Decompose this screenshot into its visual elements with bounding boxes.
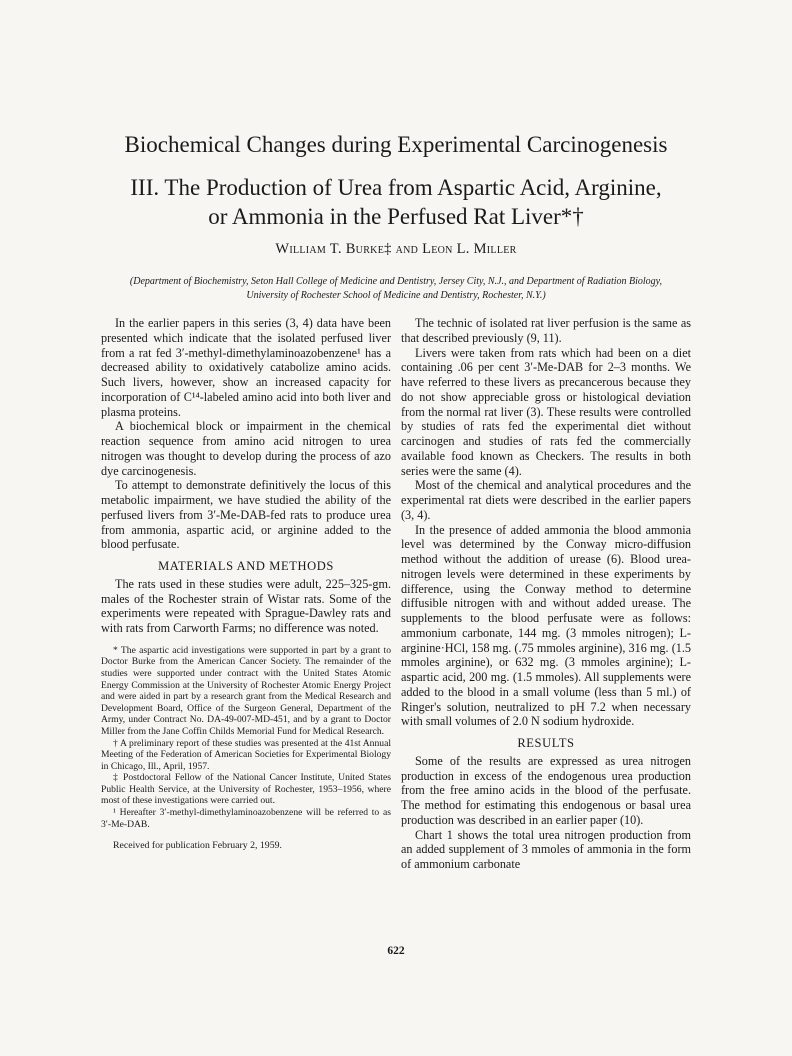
paragraph: Chart 1 shows the total urea nitrogen production from an added supplement of 3 mmoles of ammonia in the form of ammonium carbonate [401, 827, 691, 871]
paragraph: The technic of isolated rat liver perfusion is the same as that described previously (9, 11). [401, 316, 691, 345]
footnote: ¹ Hereafter 3′-methyl-dimethylaminoazobenzene will be referred to as 3′-Me-DAB. [101, 807, 391, 830]
section-heading-methods: MATERIALS AND METHODS [158, 559, 334, 573]
authors: William T. Burke‡ and Leon L. Miller [275, 241, 517, 257]
section-heading-results: RESULTS [517, 736, 575, 750]
paragraph: Livers were taken from rats which had been on a diet containing .06 per cent 3′-Me-DAB for 2–3 months. We have referred to these livers as precancerous because they do not show appreciable gross or histological deviation from the normal rat liver (3). These results were controlled by studies of rats fed the experimental diet without carcinogen and studies of rats fed the commercially available food known as Checkers. The results in both series were the same (4). [401, 345, 691, 478]
footnote: ‡ Postdoctoral Fellow of the National Cancer Institute, United States Public Health Service, at the University of Rochester, 1953–1956, where most of these investigations were carried out. [101, 772, 391, 807]
article-title-line1: III. The Production of Urea from Aspartic Acid, Arginine, [130, 175, 662, 200]
footnotes [101, 645, 391, 852]
article-title-line2: or Ammonia in the Perfused Rat Liver*† [208, 204, 584, 229]
paragraph: A biochemical block or impairment in the chemical reaction sequence from amino acid nitrogen to urea nitrogen was thought to develop during the process of azo dye carcinogenesis. [101, 419, 391, 478]
paragraph: In the earlier papers in this series (3, 4) data have been presented which indicate that the isolated perfused liver from a rat fed 3′-methyl-dimethylaminoazobenzene¹ has a decreased ability to oxidatively catabolize amino acids. Such livers, however, show an increased capacity for incorporation of C¹⁴-labeled amino acid into both liver and plasma proteins. [101, 316, 391, 419]
paragraph: Most of the chemical and analytical procedures and the experimental rat diets were described in the earlier papers (3, 4). [401, 478, 691, 522]
received-date: Received for publication February 2, 1959. [113, 840, 282, 852]
footnote: † A preliminary report of these studies was presented at the 41st Annual Meeting of the Federation of American Societies for Experimental Biology in Chicago, Ill., April, 1957. [101, 737, 391, 772]
affiliation: (Department of Biochemistry, Seton Hall College of Medicine and Dentistry, Jersey City, N.J., and Department of Radiation Biology, University of Rochester School of Medicine and Dentistry, Rochester, N.Y.) [129, 276, 663, 301]
right-column [401, 316, 691, 872]
paragraph: The rats used in these studies were adult, 225–325-gm. males of the Rochester strain of Wistar rats. Some of the experiments were repeated with Sprague-Dawley rats and with rats from Carworth Farms; no difference was noted. [101, 576, 391, 635]
paragraph: Some of the results are expressed as urea nitrogen production in excess of the endogenous urea production from the free amino acids in the blood of the perfusate. The method for estimating this endogenous or basal urea production was described in an earlier paper (10). [401, 753, 691, 827]
page-number: 622 [387, 945, 405, 957]
left-column [101, 316, 391, 852]
paragraph: In the presence of added ammonia the blood ammonia level was determined by the Conway micro-diffusion method without the addition of urease (6). Blood urea-nitrogen levels were determined in these experiments by difference, using the Conway method to determine diffusible nitrogen with and without added urease. The supplements to the blood perfusate were as follows: ammonium carbonate, 144 mg. (3 mmoles nitrogen); L-arginine·HCl, 158 mg. (.75 mmoles arginine), 316 mg. (1.5 mmoles arginine), or 632 mg. (3 mmoles arginine); L-aspartic acid, 200 mg. (1.5 mmoles). All supplements were added to the blood in a small volume (less than 5 ml.) of Ringer's solution, neutralized to pH 7.2 when necessary with small volumes of 2.0 N sodium hydroxide. [401, 522, 691, 729]
footnote: * The aspartic acid investigations were supported in part by a grant to Doctor Burke from the American Cancer Society. The remainder of the studies were supported under contract with the United States Atomic Energy Commission at the University of Rochester Atomic Energy Project and were aided in part by a research grant from the Medical Research and Development Board, Office of the Surgeon General, Department of the Army, under Contract No. DA-49-007-MD-451, and by a grant to Doctor Miller from the Jane Coffin Childs Memorial Fund for Medical Research. [101, 644, 391, 737]
series-title: Biochemical Changes during Experimental Carcinogenesis [124, 132, 668, 157]
paragraph: To attempt to demonstrate definitively the locus of this metabolic impairment, we have studied the ability of the perfused livers from 3′-Me-DAB-fed rats to produce urea from ammonia, aspartic acid, or arginine added to the blood perfusate. [101, 478, 391, 552]
